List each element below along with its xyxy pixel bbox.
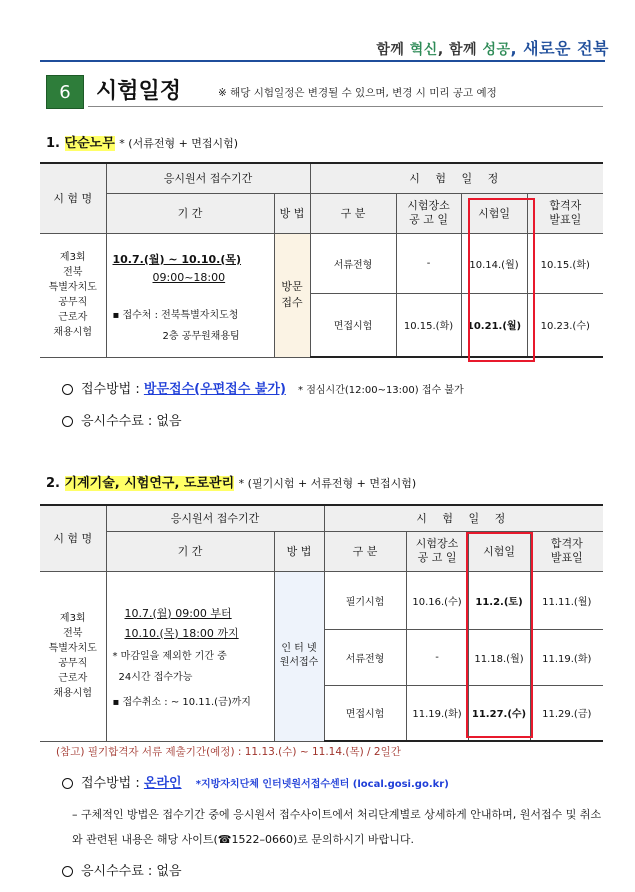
col-date-header: 시험일 <box>468 531 530 571</box>
exam-date-highlight-box <box>468 198 535 362</box>
venue-date-cell: - <box>396 233 461 293</box>
col-exam-name-header: 시 험 명 <box>40 163 106 233</box>
venue-date-cell: 11.19.(화) <box>406 685 468 741</box>
header-divider <box>40 60 605 62</box>
col-exam-name-header: 시 험 명 <box>40 505 106 571</box>
exam-date-cell: 11.27.(수) <box>468 685 530 741</box>
section-number-badge: 6 <box>46 75 84 109</box>
col-apply-header: 응시원서 접수기간 <box>106 163 310 193</box>
col-venue-header: 시험장소 공 고 일 <box>396 193 461 233</box>
exam-date-cell: 10.14.(월) <box>461 233 527 293</box>
part1-method-value: 방문접수(우편접수 불가) <box>143 382 286 397</box>
exam-type-cell: 면접시험 <box>310 293 396 357</box>
result-date-cell: 11.29.(금) <box>530 685 603 741</box>
col-period-header: 기 간 <box>106 193 274 233</box>
part2-heading: 2. 기계기술, 시험연구, 도로관리 * (필기시험 + 서류전형 + 면접시험) <box>46 476 417 491</box>
part2-reference-note: (참고) 필기합격자 서류 제출기간(예정) : 11.13.(수) ~ 11.14.(목) / 2일간 <box>56 746 401 758</box>
part2-method-line: 접수방법 : 온라인 *지방자치단체 인터넷원서접수센터 (local.gosi.go.kr) <box>62 772 449 791</box>
part2-method-value: 온라인 <box>143 776 182 791</box>
exam-name-cell: 제3회 전북 특별자치도 공무직 근로자 채용시험 <box>40 571 106 741</box>
result-date-cell: 11.19.(화) <box>530 629 603 685</box>
part2-fee-line: 응시수수료 : 없음 <box>62 860 182 879</box>
circle-bullet-icon <box>62 866 73 877</box>
col-exam-schedule-header: 시 험 일 정 <box>310 163 603 193</box>
part1-heading-sub: * (서류전형 + 면접시험) <box>119 137 239 150</box>
result-date-cell: 10.23.(수) <box>527 293 603 357</box>
col-method-header: 방 법 <box>274 531 324 571</box>
part2-heading-sub: * (필기시험 + 서류전형 + 면접시험) <box>238 477 417 490</box>
exam-type-cell: 서류전형 <box>310 233 396 293</box>
part1-method-line: 접수방법 : 방문접수(우편접수 불가) * 점심시간(12:00~13:00) 접수 불가 <box>62 378 464 397</box>
part2-method-note: *지방자치단체 인터넷원서접수센터 (local.gosi.go.kr) <box>195 779 449 790</box>
part1-fee-line: 응시수수료 : 없음 <box>62 410 182 429</box>
exam-date-cell: 11.2.(토) <box>468 571 530 629</box>
venue-date-cell: - <box>406 629 468 685</box>
exam-type-cell: 면접시험 <box>324 685 406 741</box>
section-title: 시험일정 <box>96 79 182 104</box>
part1-heading-title: 단순노무 <box>64 136 115 151</box>
apply-period-cell: 10.7.(월) ~ 10.10.(목) 09:00~18:00 ▪ 접수처 : 전북특별자치도청 2층 공무원채용팀 <box>106 233 274 357</box>
col-method-header: 방 법 <box>274 193 310 233</box>
header-slogan: 함께 혁신, 함께 성공, 새로운 전북 <box>376 39 609 58</box>
exam-type-cell: 서류전형 <box>324 629 406 685</box>
part1-heading: 1. 단순노무 * (서류전형 + 면접시험) <box>46 136 239 151</box>
venue-date-cell: 10.16.(수) <box>406 571 468 629</box>
circle-bullet-icon <box>62 778 73 789</box>
apply-period-cell: 10.7.(월) 09:00 부터 10.10.(목) 18:00 까지 * 마감일을 제외한 기간 중 24시간 접수가능 ▪ 접수취소 : ~ 10.11.(금)까지 <box>106 571 274 741</box>
section-divider <box>88 106 603 107</box>
col-period-header: 기 간 <box>106 531 274 571</box>
col-date-header: 시험일 <box>461 193 527 233</box>
exam-date-highlight-box <box>466 532 533 738</box>
col-apply-header: 응시원서 접수기간 <box>106 505 324 531</box>
venue-date-cell: 10.15.(화) <box>396 293 461 357</box>
circle-bullet-icon <box>62 416 73 427</box>
apply-method-cell: 인 터 넷 원서접수 <box>274 571 324 741</box>
col-result-header: 합격자 발표일 <box>530 531 603 571</box>
exam-date-cell: 10.21.(월) <box>461 293 527 357</box>
apply-method-cell: 방문 접수 <box>274 233 310 357</box>
exam-type-cell: 필기시험 <box>324 571 406 629</box>
col-exam-schedule-header: 시 험 일 정 <box>324 505 603 531</box>
result-date-cell: 10.15.(화) <box>527 233 603 293</box>
part2-detail-text: – 구체적인 방법은 접수기간 중에 응시원서 접수사이트에서 처리단계별로 상세하게 안내하며, 원서접수 및 취소와 관련된 내용은 해당 사이트(☎1522–0660)로 문의하시기 바랍니다. <box>72 808 602 846</box>
part2-heading-title: 기계기술, 시험연구, 도로관리 <box>64 476 235 491</box>
exam-date-cell: 11.18.(월) <box>468 629 530 685</box>
col-result-header: 합격자 발표일 <box>527 193 603 233</box>
result-date-cell: 11.11.(월) <box>530 571 603 629</box>
circle-bullet-icon <box>62 384 73 395</box>
col-venue-header: 시험장소 공 고 일 <box>406 531 468 571</box>
section-note: ※ 해당 시험일정은 변경될 수 있으며, 변경 시 미리 공고 예정 <box>218 87 497 99</box>
col-type-header: 구 분 <box>310 193 396 233</box>
col-type-header: 구 분 <box>324 531 406 571</box>
exam-name-cell: 제3회 전북 특별자치도 공무직 근로자 채용시험 <box>40 233 106 357</box>
